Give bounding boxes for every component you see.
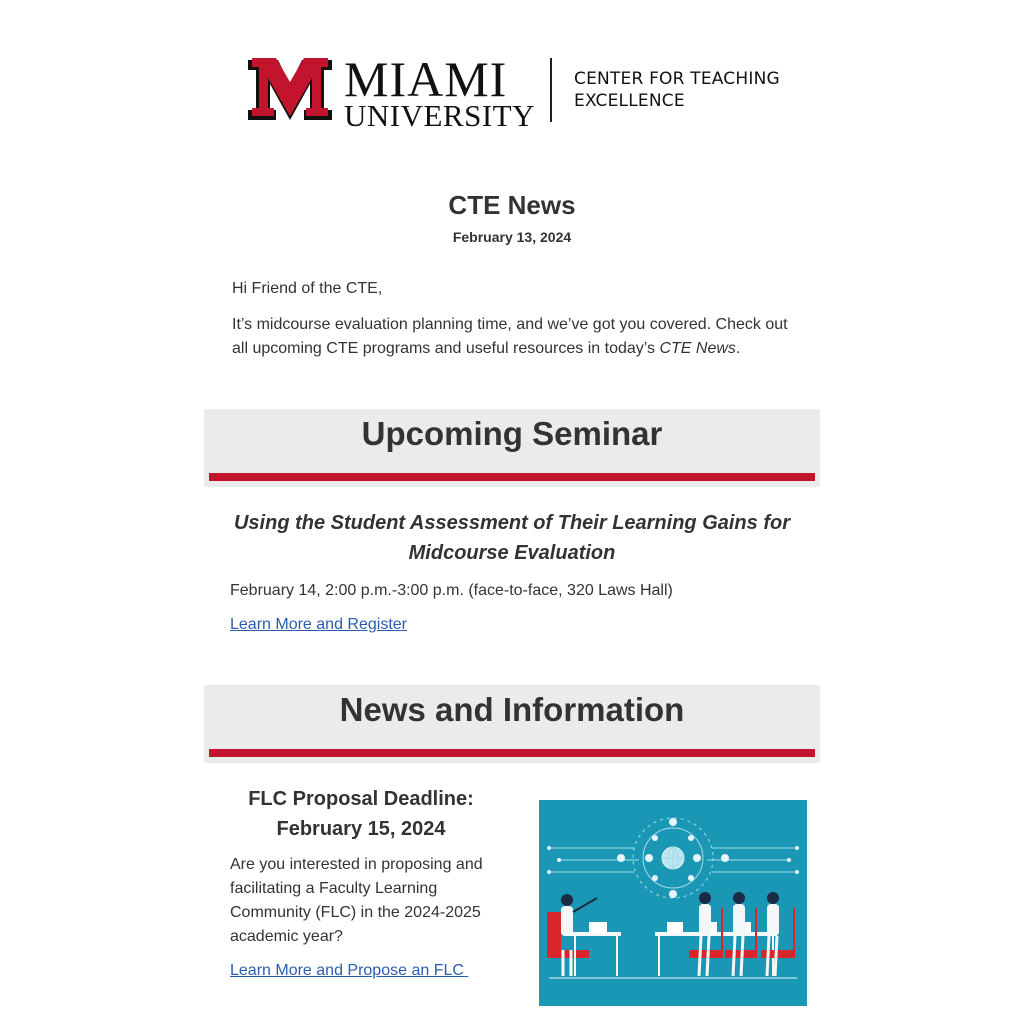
intro-suffix: . — [735, 340, 741, 357]
wordmark-miami: MIAMI — [344, 51, 508, 107]
intro-italic: CTE News — [659, 340, 736, 357]
section-heading: News and Information — [339, 691, 685, 728]
section-accent-bar — [209, 749, 815, 757]
intro-text: It’s midcourse evaluation planning time, and we’ve got you covered. Check out all upcoming CTE programs and useful resources in today’s — [232, 316, 788, 357]
newsletter-date: February 13, 2024 — [452, 229, 572, 245]
miami-m-logo-icon — [248, 58, 332, 122]
flc-title: FLC Proposal Deadline: February 15, 2024 — [248, 788, 474, 840]
newsletter-title: CTE News — [448, 190, 576, 220]
department-line-2: EXCELLENCE — [574, 91, 685, 111]
logo-divider — [550, 58, 552, 122]
meeting-illustration-icon — [539, 800, 807, 1006]
intro-paragraph — [232, 313, 802, 361]
miami-cte-logo — [248, 51, 788, 133]
wordmark-university: UNIVERSITY — [344, 98, 535, 133]
flc-description: Are you interested in proposing and facilitating a Faculty Learning Community (FLC) in the 2024-2025 academic year? — [230, 856, 483, 945]
department-line-1: CENTER FOR TEACHING — [574, 69, 780, 89]
wordmark — [344, 51, 535, 133]
department-name — [574, 68, 780, 112]
section-heading: Upcoming Seminar — [361, 415, 663, 452]
news-section-header — [204, 685, 820, 763]
register-link[interactable]: Learn More and Register — [230, 616, 407, 633]
section-accent-bar — [209, 473, 815, 481]
propose-flc-link[interactable]: Learn More and Propose an FLC — [230, 962, 469, 979]
seminar-section-header — [204, 409, 820, 487]
greeting: Hi Friend of the CTE, — [232, 280, 383, 297]
seminar-datetime: February 14, 2:00 p.m.-3:00 p.m. (face-to-face, 320 Laws Hall) — [230, 582, 673, 599]
seminar-title: Using the Student Assessment of Their Learning Gains for Midcourse Evaluation — [233, 512, 790, 564]
